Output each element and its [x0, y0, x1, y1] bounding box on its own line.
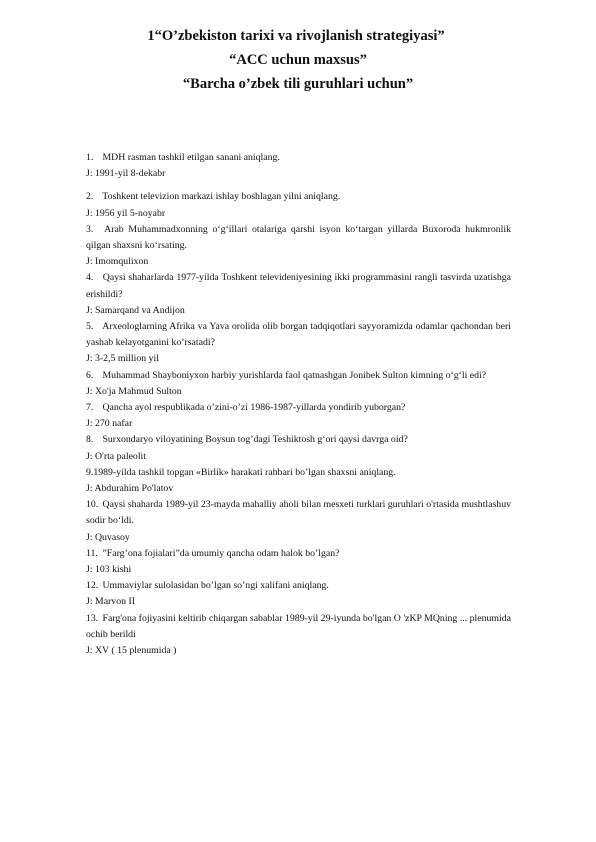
answer-text: J: 1956 yil 5-noyabr	[86, 207, 166, 219]
question-item	[86, 432, 511, 464]
answer-text: J: 3-2,5 million yil	[86, 353, 159, 365]
question-number: 3.	[86, 223, 94, 235]
question-item	[86, 611, 511, 660]
question-item	[86, 150, 511, 182]
question-number: 12.	[86, 580, 99, 592]
header-subtitle: “ACC uchun maxsus”	[229, 52, 367, 68]
question-number: 6.	[86, 369, 94, 381]
answer-text: J: 270 nafar	[86, 418, 133, 430]
question-text: 11. ”Farg’ona fojialari”da umumiy qancha odam halok bo’lgan?	[86, 546, 511, 562]
question-text: 7. Qancha ayol respublikada o’zini-o’zi 1986-1987-yillarda yondirib yuborgan?	[86, 400, 511, 416]
question-item	[86, 270, 511, 319]
answer-text: J: 103 kishi	[86, 564, 132, 576]
question-number: 13.	[86, 612, 99, 624]
question-item	[86, 222, 511, 271]
header-title: 1“O’zbekiston tarixi va rivojlanish strategiyasi”	[147, 28, 445, 44]
question-text: 10. Qaysi shaharda 1989-yil 23-mayda mahalliy aholi bilan mesxeti turklari guruhlari o'rtasida mushtlashuv sodir bo‘ldi.	[86, 499, 511, 527]
question-number: 11.	[86, 547, 98, 559]
question-text: 2. Toshkent televizion markazi ishlay boshlagan yilni aniqlang.	[86, 189, 511, 205]
question-item	[86, 368, 511, 400]
question-text: 13. Farg'ona fojiyasini keltirib chiqargan sabablar 1989-yil 29-iyunda bo'lgan O 'zKP MQning ... plenumida ochib berildi	[86, 612, 512, 640]
question-number: 9.	[86, 466, 94, 478]
question-text: 12. Ummaviylar sulolasidan bo’lgan so’ngi xalifani aniqlang.	[86, 578, 511, 594]
question-text: 8. Surxondaryo viloyatining Boysun tog’dagi Teshiktosh g‘ori qaysi davrga oid?	[86, 432, 511, 448]
question-item	[86, 578, 511, 610]
question-number: 2.	[86, 191, 94, 203]
question-number: 5.	[86, 321, 94, 333]
question-item	[86, 546, 511, 578]
question-text: 6. Muhammad Shayboniyxon harbiy yurishlarda faol qatnashgan Jonibek Sulton kimning o‘g‘li edi?	[86, 368, 511, 384]
answer-text: J: Abdurahim Po'latov	[86, 483, 174, 495]
question-list	[86, 150, 511, 659]
question-text: 1. MDH rasman tashkil etilgan sanani aniqlang.	[86, 150, 511, 166]
question-number: 10.	[86, 499, 99, 511]
question-text: 5. Arxeologlarning Afrika va Yava orolida olib borgan tadqiqotlari sayyoramizda odamlar qachondan beri yashab kelayotganini ko’rsatadi?	[86, 321, 511, 349]
answer-text: J: 1991-yil 8-dekabr	[86, 168, 166, 180]
answer-text: J: Imomqulixon	[86, 256, 149, 268]
header-audience: “Barcha o’zbek tili guruhlari uchun”	[182, 76, 414, 92]
answer-text: J: Quvasoy	[86, 531, 130, 543]
question-item	[86, 319, 511, 368]
question-number: 4.	[86, 272, 94, 284]
answer-text: J: Xo'ja Mahmud Sulton	[86, 385, 182, 397]
question-item	[86, 189, 511, 221]
answer-text: J: XV ( 15 plenumida )	[86, 645, 177, 657]
question-number: 1.	[86, 152, 94, 163]
question-text: 9.1989-yilda tashkil topgan «Birlik» harakati rahbari bo’lgan shaxsni aniqlang.	[86, 465, 511, 481]
question-item	[86, 465, 511, 497]
question-number: 8.	[86, 434, 94, 446]
answer-text: J: Samarqand va Andijon	[86, 304, 185, 316]
question-number: 7.	[86, 402, 94, 414]
answer-text: J: O'rta paleolit	[86, 450, 146, 462]
question-item	[86, 400, 511, 432]
document-header	[0, 24, 596, 96]
question-text: 4. Qaysi shaharlarda 1977-yilda Toshkent televideniyesining ikki programmasini rangli tasvirda uzatishga erishildi?	[86, 272, 511, 300]
question-text: 3. Arab Muhammadxonning o‘g‘illari otalariga qarshi isyon ko‘targan yillarda Buxoroda hukmronlik qilgan shaxsni ko‘rsating.	[86, 223, 511, 252]
question-item	[86, 497, 511, 546]
answer-text: J: Marvon II	[86, 596, 135, 608]
